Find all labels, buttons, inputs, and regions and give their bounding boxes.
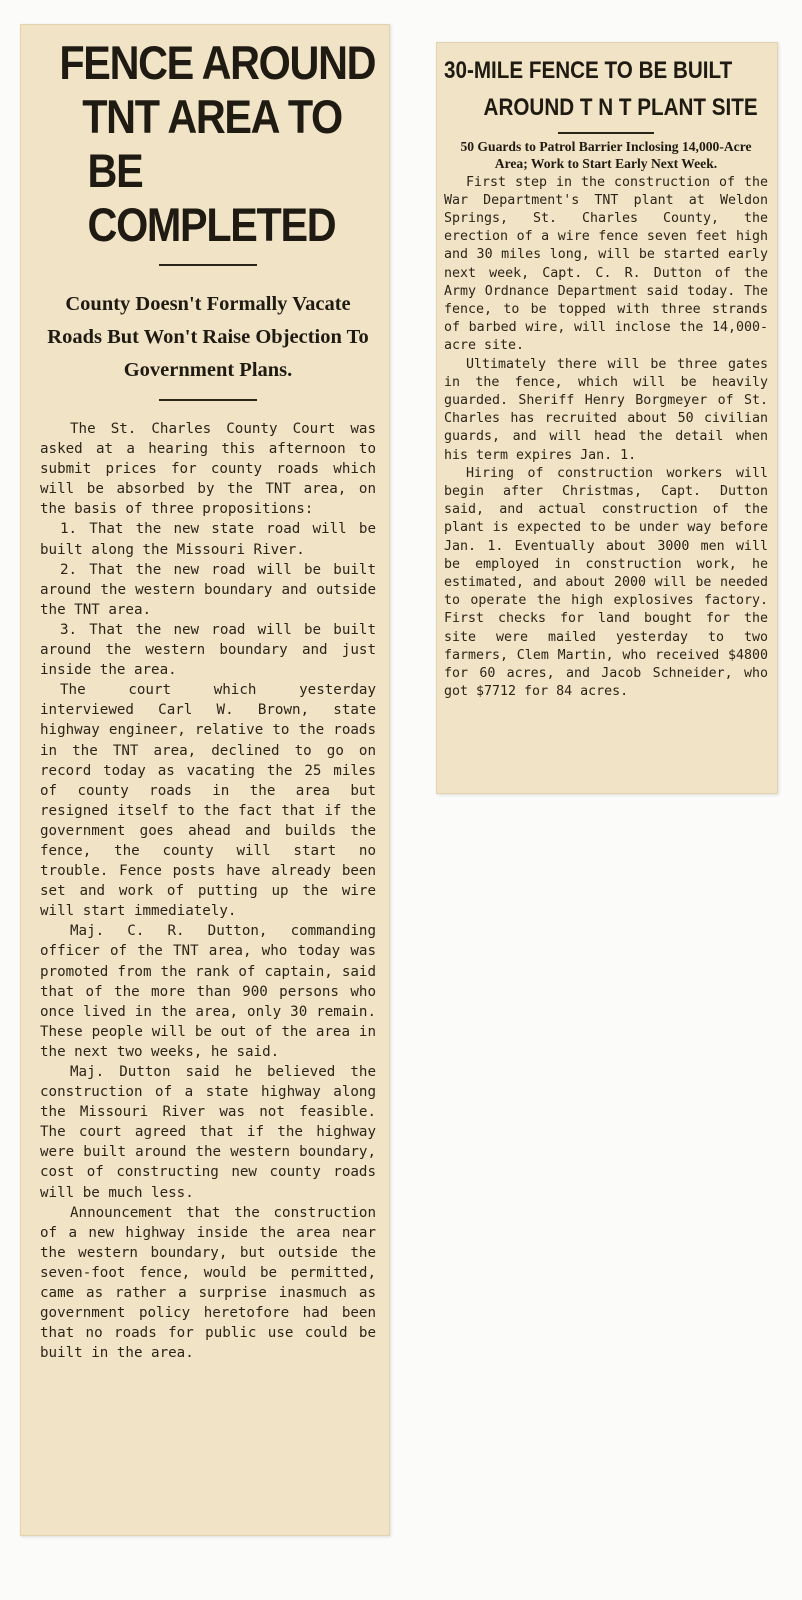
left-headline — [40, 36, 392, 252]
right-article-body — [444, 174, 768, 702]
article-paragraph: Hiring of construction workers will begin after Christmas, Capt. Dutton said, and actual construction of the plant is expected to be under way before Jan. 1. Eventually about 3000 men will be employed in construction work, he estimated, and about 2000 will be needed to operate the high explosives factory. First checks for land bought for the site were mailed yesterday to two farmers, Clem Martin, who received $4800 for 60 acres, and Jacob Schneider, who got $7712 for 84 acres. — [444, 465, 768, 700]
article-paragraph: Maj. Dutton said he believed the construction of a state highway along the Missouri River was not feasible. The court agreed that if the highway were built around the western boundary, cost of constructing new county roads will be much less. — [40, 1064, 376, 1201]
left-subheadline: County Doesn't Formally Vacate Roads But Won't Raise Objection To Government Plans. — [47, 293, 369, 381]
left-headline-line: BE COMPLETED — [87, 144, 336, 251]
right-subheadline: 50 Guards to Patrol Barrier Inclosing 14,000-Acre Area; Work to Start Early Next Week. — [460, 138, 752, 171]
article-paragraph: 1. That the new state road will be built along the Missouri River. — [40, 521, 376, 558]
headline-divider — [558, 132, 654, 134]
left-headline-line: TNT AREA TO — [82, 90, 342, 143]
right-headline-line: AROUND T N T PLANT SITE — [483, 94, 758, 121]
article-paragraph: 3. That the new road will be built around the western boundary and just inside the area. — [40, 621, 376, 679]
article-paragraph: Maj. C. R. Dutton, commanding officer of the TNT area, who today was promoted from the rank of captain, said that of the more than 900 persons who once lived in the area, only 30 remain. These people will be out of the area in the next two weeks, he said. — [40, 923, 376, 1060]
left-article-body — [40, 419, 376, 1363]
left-headline-line: FENCE AROUND — [59, 36, 376, 89]
article-paragraph: The court which yesterday interviewed Carl W. Brown, state highway engineer, relative to the roads in the TNT area, declined to go on record today as vacating the 25 miles of county roads in the area but resigned itself to the fact that if the government goes ahead and builds the fence, the county will start no trouble. Fence posts have already been set and work of putting up the wire will start immediately. — [40, 682, 376, 920]
article-paragraph: Ultimately there will be three gates in the fence, which will be heavily guarded. Sheriff Henry Borgmeyer of St. Charles has recruited about 50 civilian guards, and will head the detail when his term expires Jan. 1. — [444, 356, 768, 463]
article-paragraph: 2. That the new road will be built around the western boundary and outside the TNT area. — [40, 561, 376, 618]
right-article-clipping — [436, 42, 778, 794]
article-paragraph: First step in the construction of the War Department's TNT plant at Weldon Springs, St. Charles County, the erection of a wire fence seven feet high and 30 miles long, will be started early next week, Capt. C. R. Dutton of the Army Ordnance Department said today. The fence, to be topped with three strands of barbed wire, will inclose the 14,000-acre site. — [444, 174, 768, 354]
article-paragraph: The St. Charles County Court was asked at a hearing this afternoon to submit prices for county roads which will be absorbed by the TNT area, on the basis of three propositions: — [40, 421, 376, 518]
right-headline — [444, 52, 771, 126]
headline-divider — [159, 264, 257, 266]
subhead-divider — [159, 399, 257, 401]
article-paragraph: Announcement that the construction of a new highway inside the area near the western boundary, but outside the seven-foot fence, would be permitted, came as rather a surprise inasmuch as government policy heretofore had been that no roads for public use could be built in the area. — [40, 1204, 376, 1362]
right-headline-line: 30-MILE FENCE TO BE BUILT — [444, 57, 733, 84]
left-article-clipping — [20, 24, 390, 1536]
